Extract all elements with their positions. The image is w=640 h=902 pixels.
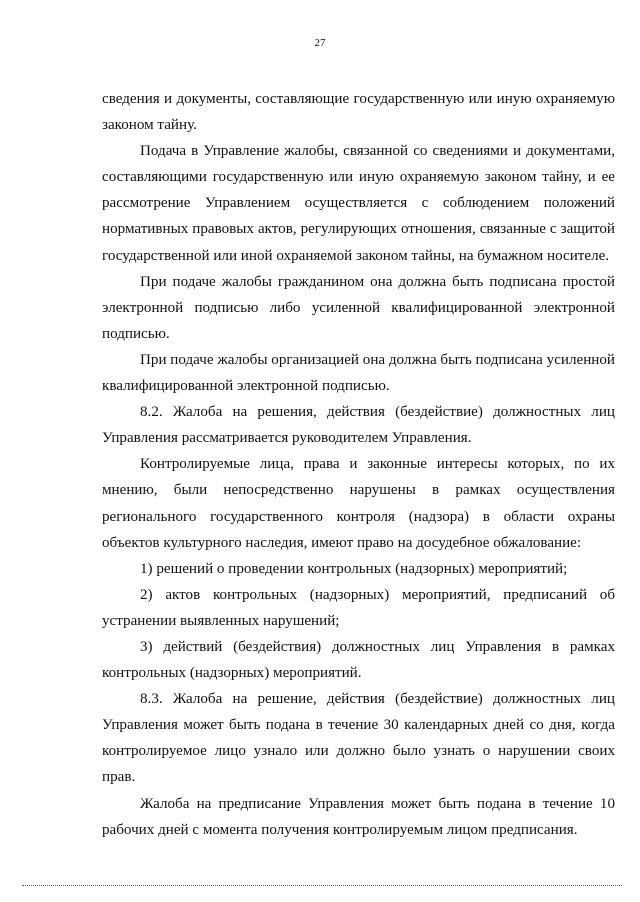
page-number: 27 <box>314 37 326 49</box>
footer-divider <box>22 885 622 886</box>
paragraph-section-8-2: 8.2. Жалоба на решения, действия (бездействие) должностных лиц Управления рассматривается руководителем Управления. <box>102 404 615 447</box>
paragraph-right-to-appeal: Контролируемые лица, права и законные интересы которых, по их мнению, были непосредственно нарушены в рамках осуществления регионального государственного контроля (надзора) в области охраны объектов культурного наследия, имеют право на досудебное обжалование: <box>102 456 615 551</box>
paragraph-section-8-3: 8.3. Жалоба на решение, действия (бездействие) должностных лиц Управления может быть подана в течение 30 календарных дней со дня, когда контролируемое лицо узнало или должно было узнать о нарушении своих прав. <box>102 691 615 786</box>
paragraph-continuation: сведения и документы, составляющие государственную или иную охраняемую законом тайну. <box>102 91 615 134</box>
document-body <box>102 86 615 843</box>
paragraph-prescription-complaint: Жалоба на предписание Управления может быть подана в течение 10 рабочих дней с момента получения контролируемым лицом предписания. <box>102 795 615 838</box>
paragraph-citizen-signature: При подаче жалобы гражданином она должна быть подписана простой электронной подписью либо усиленной квалифицированной электронной подписью. <box>102 273 615 342</box>
paragraph-secret-info-complaint: Подача в Управление жалобы, связанной со сведениями и документами, составляющими государственную или иную охраняемую законом тайну, и ее рассмотрение Управлением осуществляется с соблюдением положений нормативных правовых актов, регулирующих отношения, связанные с защитой государственной или иной охраняемой законом тайны, на бумажном носителе. <box>102 143 615 264</box>
list-item-3: 3) действий (бездействия) должностных лиц Управления в рамках контрольных (надзорных) мероприятий. <box>102 638 615 682</box>
list-item-1: 1) решений о проведении контрольных (надзорных) мероприятий; <box>140 560 568 577</box>
paragraph-organization-signature: При подаче жалобы организацией она должна быть подписана усиленной квалифицированной электронной подписью. <box>102 351 615 395</box>
list-item-2: 2) актов контрольных (надзорных) мероприятий, предписаний об устранении выявленных нарушений; <box>102 586 615 629</box>
